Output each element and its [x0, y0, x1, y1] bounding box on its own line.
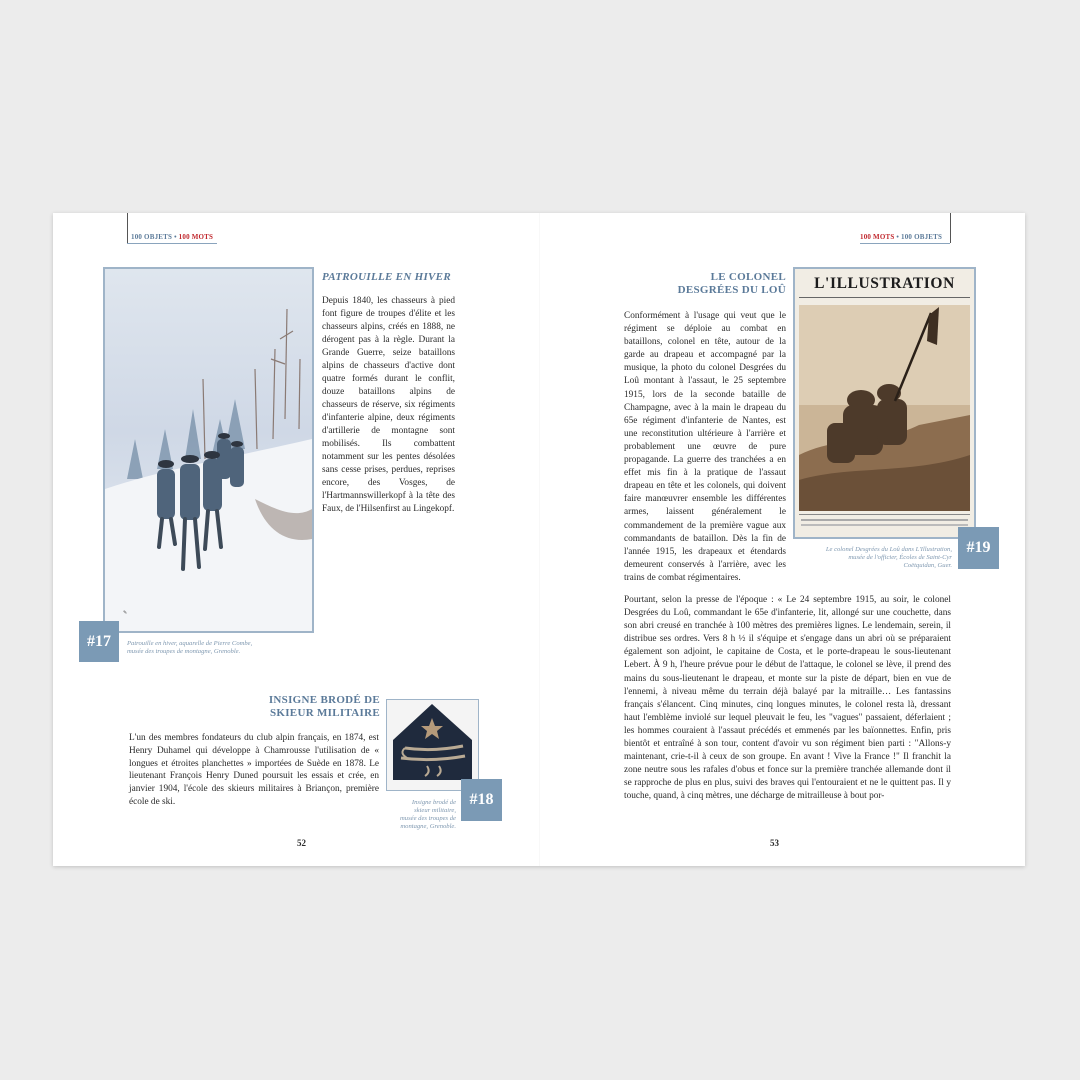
caption-line: musée des troupes de: [400, 815, 456, 822]
running-head-bullet: •: [174, 233, 177, 241]
cover-caption-lines: [801, 524, 968, 526]
item-title-line: INSIGNE BRODÉ DE: [268, 694, 380, 706]
image-caption: [795, 546, 952, 570]
item-title-line: DESGRÉES DU LOÛ: [677, 284, 786, 296]
ski-insignia-badge: [387, 700, 478, 790]
svg-text:✎: ✎: [123, 611, 128, 616]
watercolor-patrol-image: [103, 267, 314, 633]
cover-text-rule: [799, 514, 970, 515]
caption-line: montagne, Grenoble.: [400, 823, 456, 830]
header-underline-right: [860, 243, 950, 244]
item-number-text: #19: [966, 539, 991, 556]
item-title: [322, 271, 462, 284]
magazine-masthead: L'ILLUSTRATION: [814, 275, 955, 292]
caption-line: Insigne brodé de: [411, 799, 456, 806]
running-head-objects: 100 OBJETS: [131, 233, 173, 241]
caption-line: Patrouille en hiver, aquarelle de Pierre Combe,: [127, 640, 253, 647]
image-caption: [356, 799, 456, 831]
item-body-text: L'un des membres fondateurs du club alpin français, en 1874, est Henry Duhamel qui développe à Chamrousse l'utilisation de « longues et étroites planchettes » importées de Suède en 1878. Le lieutenant François Henry Duned poursuit les essais et crée, en janvier 1904, l'école des skieurs militaires à Briançon, première école de ski.: [129, 733, 379, 807]
running-head-left: [131, 233, 213, 241]
item-body-text: Depuis 1840, les chasseurs à pied font figure de troupes d'élite et les chasseurs alpins, créés en 1888, ne dérogent pas à la règle. Durant la Grande Guerre, seize bataillons alpins de chasseurs d'active dont quatre formés durant le conflit, douze bataillons alpins de chasseurs de réserve, six régiments d'infanterie alpine, deux régiments d'artillerie de montagne sont mobilisés. Ils combattent notamment sur les pentes désolées sans cesse prises, perdues, reprises encore, des Vosges, de l'Hartmannswillerkopf à la tête des Faux, de l'Hilsenfirst au Lingekopf.: [322, 296, 455, 514]
running-head-right: [860, 233, 942, 241]
header-rule-right: [950, 213, 951, 243]
caption-line: skieur militaire,: [414, 807, 456, 814]
item-body-text: Conformément à l'usage qui veut que le régiment se déploie au combat en bataillons, colonel en tête, autour de la garde au drapeau et accompagné par la musique, la photo du colonel Desgrées du Loû montant à l'assaut, le 25 septembre 1915, lors de la seconde bataille de Champagne, avec à la main le drapeau du 65e régiment d'infanterie de Nantes, est une reconstitution ultérieure à l'arrière et probablement une œuvre de pure propagande. La guerre des tranchées a en effet mis fin à la pratique de l'assaut drapeau en tête et les colonels, qui doivent faire manœuvrer ensemble les différentes armes, laissent généralement le commandement de la première vague aux commandants de bataillon. Dès la fin de l'année 1915, les drapeaux et étendards demeurent conservés à l'arrière, avec les trains de combat régimentaires.: [624, 311, 786, 583]
item-number-badge: [958, 527, 999, 569]
item-title: [623, 271, 786, 297]
winter-patrol-illustration: [105, 269, 312, 631]
item-number-text: #17: [87, 632, 111, 650]
item-number-text: #18: [469, 791, 494, 808]
book-gutter: [539, 213, 540, 866]
item-title: [243, 694, 380, 720]
item-body-text-continued: Pourtant, selon la presse de l'époque : « Le 24 septembre 1915, au soir, le colonel Desgrées du Loû, commandant le 65e d'infanterie, lit, allongé sur une couchette, dans son abri creusé en tranchée à 100 mètres des premières lignes. Le lendemain, serein, il distribue ses ordres. Vers 8 h ½ il s'équipe et s'engage dans un abri où se préparaient également son adjoint, le capitaine de Costa, et le porte-drapeau le sous-lieutenant Lebert. À 9 h, l'heure prévue pour le début de l'attaque, le colonel se lève, il prend des mains du sous-lieutenant le drapeau, et monte sur la piste de départ, bien en vue de l'ennemi, à niveau même du terrain déjà balayé par la mitraille… Les fantassins français s'élancent. Cinq minutes, cinq longues minutes, le colonel resta là, dressant haut l'emblème inviolé sur lequel pleuvait le feu, les "vagues" passaient, déferlaient ; les hommes couraient à l'assaut précédés et emmenés par les baïonnettes. Enfin, pris bientôt et entraîné à son tour, content d'avoir vu son régiment bien parti : "Allons-y maintenant, crie-t-il à ceux de son groupe. En avant ! Vive la France !" Il franchit la zone neutre sous les rafales d'obus et fonce sur la première tranchée allemande dont il se rapproche de plus en plus, suivi des braves qui l'entouraient et ne le quittent pas. Il y touche, quand, à cinq mètres, une décharge de mitrailleuse à bout por-: [624, 595, 951, 802]
running-head-words: 100 MOTS: [178, 233, 214, 241]
page-number-left: 52: [297, 838, 306, 848]
image-caption: [127, 640, 317, 656]
magazine-photo: [799, 305, 970, 511]
cover-caption-lines: [801, 519, 968, 521]
magazine-cover-image: [793, 267, 976, 539]
running-head-words: 100 MOTS: [860, 233, 895, 241]
running-head-bullet: •: [896, 233, 900, 241]
caption-line: Coëtquidan, Guer.: [903, 562, 952, 569]
caption-line: musée des troupes de montagne, Grenoble.: [127, 648, 241, 655]
running-head-objects: 100 OBJETS: [901, 233, 943, 241]
caption-line: Le colonel Desgrées du Loû dans L'Illustration,: [825, 546, 952, 553]
page-number-right: 53: [770, 838, 779, 848]
header-underline-left: [127, 243, 217, 244]
item-number-badge: [461, 779, 502, 821]
item-number-badge: [79, 621, 119, 662]
caption-line: musée de l'officier, Écoles de Saint-Cyr: [848, 554, 952, 561]
item-title-text: PATROUILLE EN HIVER: [322, 271, 451, 283]
masthead-rule: [799, 297, 970, 298]
book-spread: [53, 213, 1025, 866]
item-title-line: LE COLONEL: [710, 271, 786, 283]
item-title-line: SKIEUR MILITAIRE: [269, 707, 380, 719]
insignia-image: [386, 699, 479, 791]
header-rule-left: [127, 213, 128, 243]
